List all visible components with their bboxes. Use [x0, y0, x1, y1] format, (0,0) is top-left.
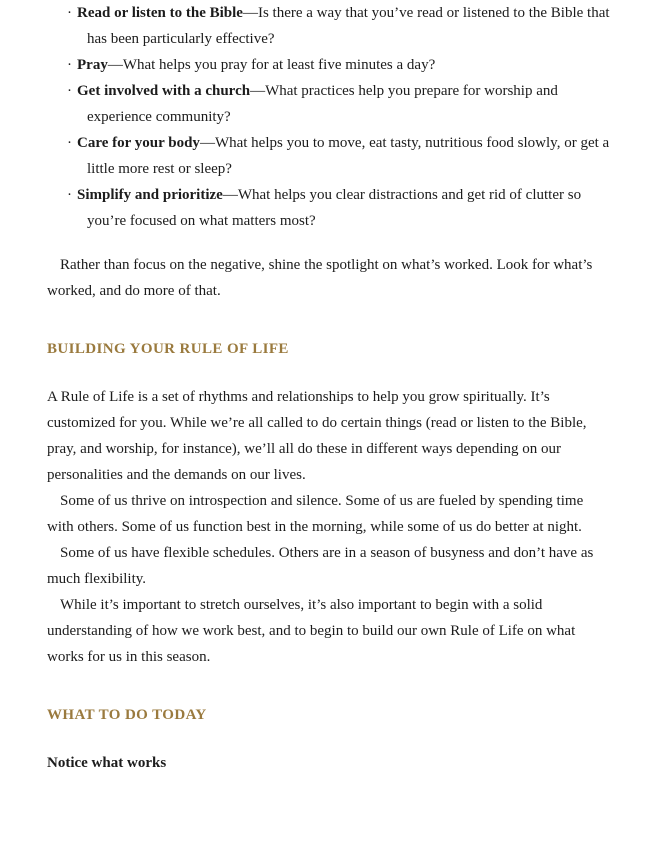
- bullet-term: Care for your body: [77, 135, 200, 151]
- bullet-marker: ·: [67, 83, 72, 99]
- section-heading: WHAT TO DO TODAY: [47, 707, 207, 723]
- paragraph: Rather than focus on the negative, shine the spotlight on what’s worked. Look for what’s worked, and do more of that.: [47, 257, 593, 299]
- bullet-text: —What helps you clear distractions and get rid of clutter so you’re focused on what matters most?: [87, 187, 582, 229]
- bullet-marker: ·: [67, 135, 72, 151]
- paragraph: A Rule of Life is a set of rhythms and relationships to help you grow spiritually. It’s customized for you. While we’re all called to do certain things (read or listen to the Bible, pray, and worship, for instance), we’ll all do these in different ways depending on our personalities and the demands on our lives.: [47, 389, 587, 483]
- paragraph: Some of us thrive on introspection and silence. Some of us are fueled by spending time with others. Some of us function best in the morning, while some of us do better at night.: [47, 493, 584, 535]
- bullet-text: —Is there a way that you’ve read or listened to the Bible that has been particularly effective?: [87, 5, 610, 47]
- list-item: [47, 78, 610, 130]
- bullet-term: Get involved with a church: [77, 83, 251, 99]
- list-item: [47, 0, 610, 52]
- bullet-marker: ·: [67, 187, 72, 203]
- bullet-term: Pray: [77, 57, 108, 73]
- bullet-text: —What practices help you prepare for worship and experience community?: [87, 83, 558, 125]
- paragraph: While it’s important to stretch ourselves, it’s also important to begin with a solid understanding of how we work best, and to begin to build our own Rule of Life on what works for us in this season.: [47, 597, 576, 665]
- bullet-term: Read or listen to the Bible: [77, 5, 243, 21]
- section-heading: BUILDING YOUR RULE OF LIFE: [47, 341, 289, 357]
- bullet-text: —What helps you pray for at least five minutes a day?: [107, 57, 436, 73]
- list-item: [47, 182, 610, 234]
- list-item: [47, 52, 610, 78]
- bullet-marker: ·: [67, 5, 72, 21]
- paragraph: Some of us have flexible schedules. Others are in a season of busyness and don’t have as much flexibility.: [47, 545, 594, 587]
- bullet-marker: ·: [67, 57, 72, 73]
- list-item: [47, 130, 610, 182]
- bullet-term: Simplify and prioritize: [77, 187, 223, 203]
- bold-subheading: Notice what works: [47, 755, 167, 771]
- bullet-text: —What helps you to move, eat tasty, nutritious food slowly, or get a little more rest or sleep?: [87, 135, 610, 177]
- practice-list: [47, 0, 610, 234]
